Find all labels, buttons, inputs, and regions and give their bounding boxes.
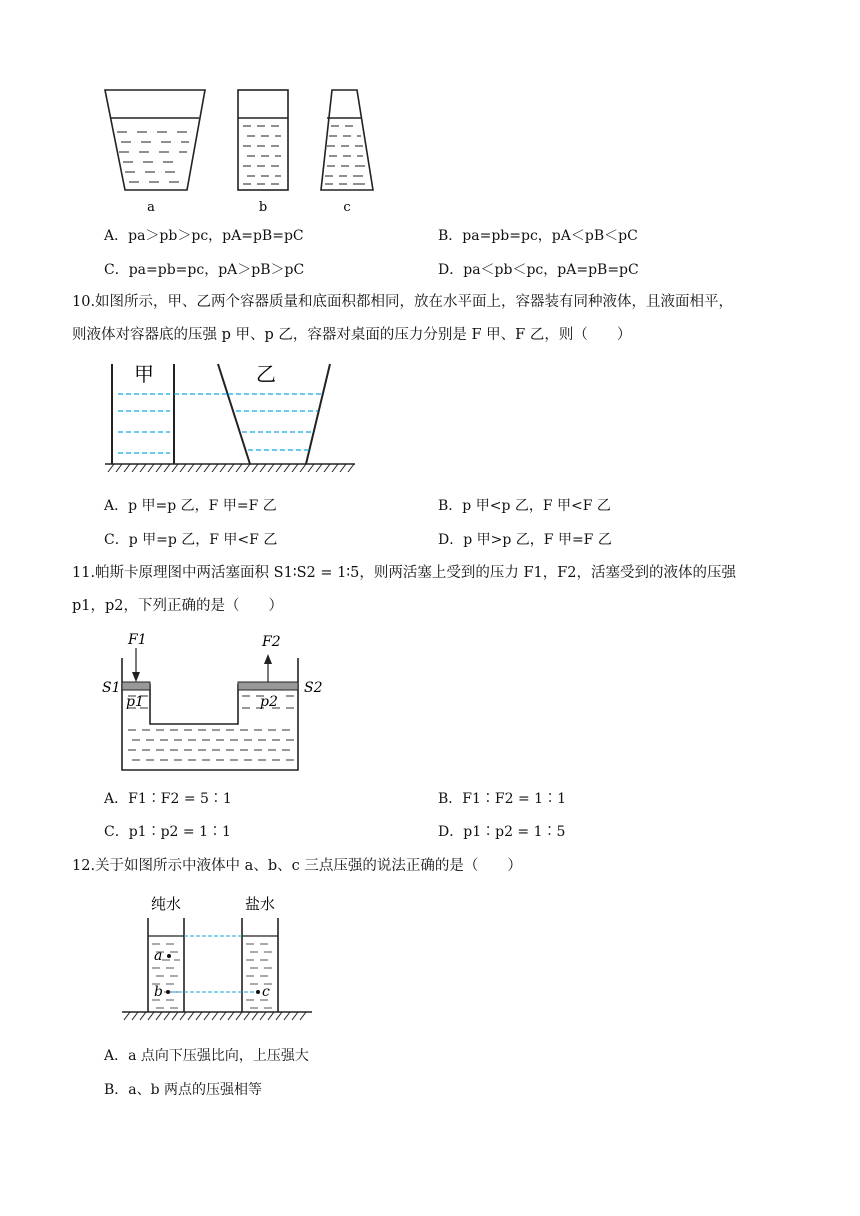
label-b: b: [258, 200, 268, 215]
label-jia: 甲: [134, 362, 154, 386]
vessel-outline: [122, 658, 298, 770]
option-letter: A．: [104, 791, 129, 807]
q11-option-b[interactable]: [438, 790, 566, 808]
figure-pascal-principle: [98, 626, 338, 776]
q9-option-b[interactable]: [438, 227, 638, 245]
option-letter: D．: [438, 532, 464, 548]
option-text: a、b 两点的压强相等: [128, 1082, 263, 1098]
option-text: p 甲=p 乙，F 甲=F 乙: [128, 498, 277, 514]
container-pure-water: [148, 918, 184, 1012]
option-letter: D．: [438, 262, 464, 278]
q9-option-a[interactable]: [104, 227, 304, 245]
label-f2: F2: [262, 634, 281, 650]
container-c: [321, 90, 373, 190]
container-b: [238, 90, 288, 190]
container-salt-water: [242, 918, 278, 1012]
label-a: a: [147, 200, 155, 215]
option-text: p 甲=p 乙，F 甲<F 乙: [128, 532, 278, 548]
q12-option-a[interactable]: [104, 1047, 309, 1065]
option-letter: B．: [438, 228, 463, 244]
label-p1: p1: [126, 694, 144, 710]
label-f1: F1: [128, 632, 147, 648]
label-point-b: b: [154, 984, 163, 1000]
ground-hatching: [105, 464, 355, 472]
q10-option-c[interactable]: [104, 531, 277, 549]
q10-option-b[interactable]: [438, 497, 611, 515]
label-s2: S2: [304, 680, 323, 696]
option-text: p 甲>p 乙，F 甲=F 乙: [463, 532, 612, 548]
option-letter: B．: [438, 498, 463, 514]
ground-hatching: [122, 1012, 312, 1020]
option-letter: B．: [104, 1082, 129, 1098]
option-letter: C．: [104, 532, 129, 548]
option-text: pa＞pb＞pc，pA=pB=pC: [128, 228, 304, 244]
figure-three-containers: [95, 80, 375, 220]
q11-stem-line1: 11.帕斯卡原理图中两活塞面积 S1∶S2 = 1∶5，则两活塞上受到的压力 F1，F2，活塞受到的液体的压强: [72, 565, 737, 581]
piston-s2: [238, 682, 298, 690]
label-s1: S1: [102, 680, 121, 696]
option-letter: B．: [438, 791, 463, 807]
option-text: pa=pb=pc，pA＜pB＜pC: [462, 228, 638, 244]
label-yi: 乙: [256, 362, 276, 386]
container-a: [105, 90, 205, 190]
option-text: p 甲<p 乙，F 甲<F 乙: [462, 498, 611, 514]
label-salt-water: 盐水: [244, 895, 276, 913]
option-text: pa=pb=pc，pA＞pB＞pC: [128, 262, 305, 278]
piston-s1: [122, 682, 150, 690]
label-point-a: a: [154, 948, 163, 964]
label-pure-water: 纯水: [150, 895, 182, 913]
option-text: p1∶p2 = 1∶1: [128, 824, 231, 840]
q11-option-c[interactable]: [104, 823, 231, 841]
q9-option-d[interactable]: [438, 261, 639, 279]
q10-option-a[interactable]: [104, 497, 277, 515]
option-letter: D．: [438, 824, 464, 840]
arrow-f1: [132, 648, 140, 682]
q11-option-a[interactable]: [104, 790, 232, 808]
q10-stem-line2: 则液体对容器底的压强 p 甲、p 乙，容器对桌面的压力分别是 F 甲、F 乙，则（ ）: [72, 327, 632, 343]
option-letter: C．: [104, 262, 129, 278]
q12-stem: 12.关于如图所示中液体中 a、b、c 三点压强的说法正确的是（ ）: [72, 858, 522, 874]
option-text: F1∶F2 = 1∶1: [462, 791, 566, 807]
option-letter: A．: [104, 498, 129, 514]
q10-option-d[interactable]: [438, 531, 612, 549]
q9-option-c[interactable]: [104, 261, 304, 279]
option-text: F1∶F2 = 5∶1: [128, 791, 232, 807]
label-c: c: [343, 200, 351, 215]
figure-jia-yi-containers: [100, 356, 360, 480]
option-letter: A．: [104, 228, 129, 244]
q10-stem-line1: 10.如图所示，甲、乙两个容器质量和底面积都相同，放在水平面上，容器装有同种液体，且液面相平，: [72, 294, 734, 310]
q11-option-d[interactable]: [438, 823, 565, 841]
q11-stem-line2: p1，p2，下列正确的是（ ）: [72, 598, 284, 614]
option-letter: A．: [104, 1048, 129, 1064]
label-point-c: c: [262, 984, 270, 1000]
option-text: pa＜pb＜pc，pA=pB=pC: [463, 262, 639, 278]
option-text: a 点向下压强比向，上压强大: [128, 1048, 309, 1064]
arrow-f2: [264, 654, 272, 682]
label-p2: p2: [260, 694, 278, 710]
figure-pure-salt-water: [118, 890, 318, 1030]
q12-option-b[interactable]: [104, 1081, 262, 1099]
option-text: p1∶p2 = 1∶5: [463, 824, 566, 840]
option-letter: C．: [104, 824, 129, 840]
